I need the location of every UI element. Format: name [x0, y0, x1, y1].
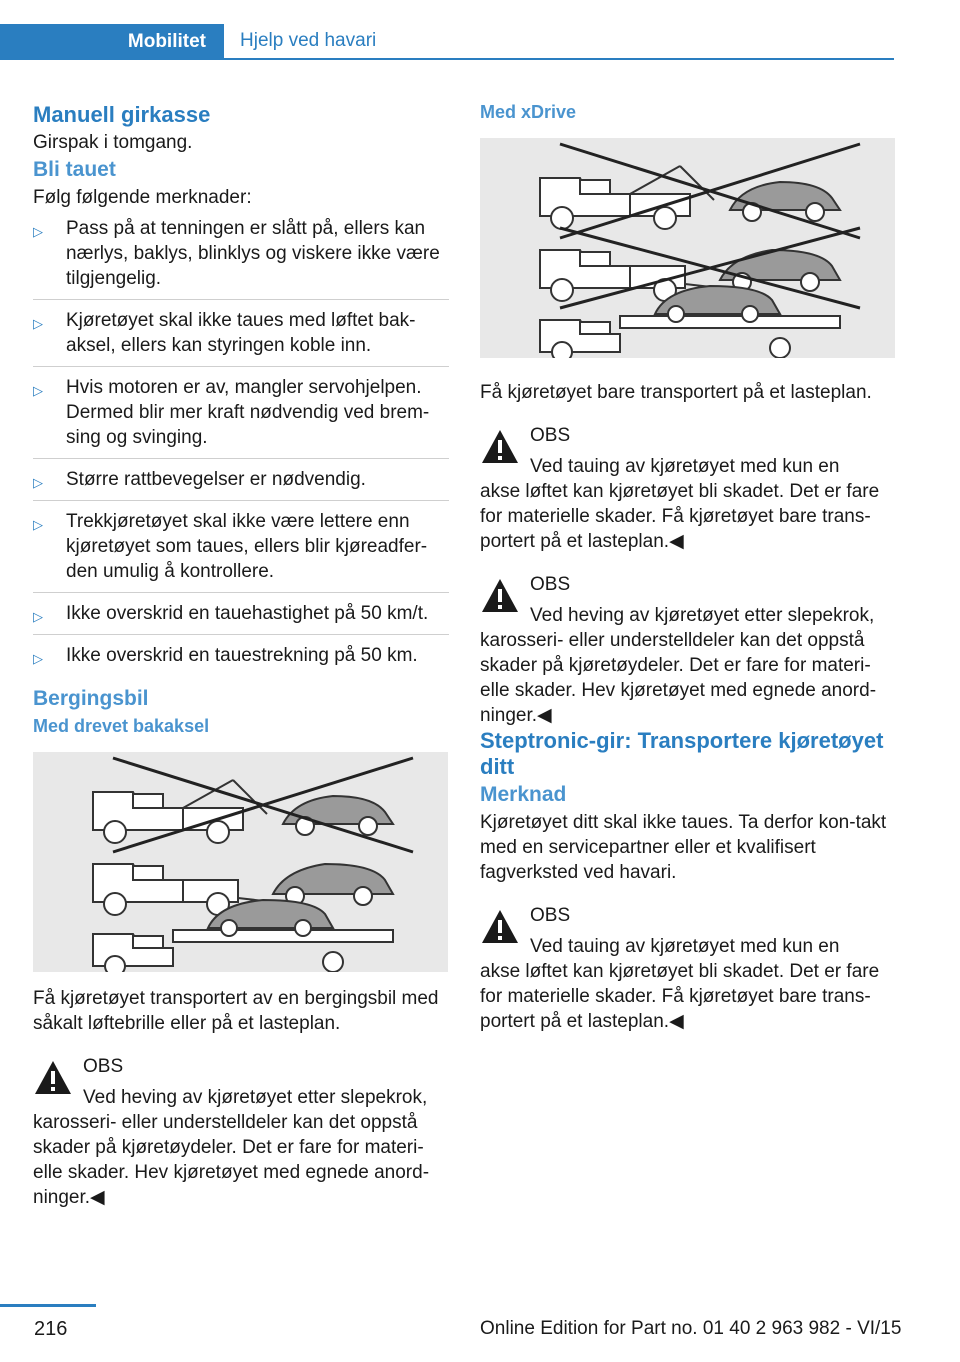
warning-triangle-icon — [480, 907, 520, 947]
warning-triangle-icon — [33, 1058, 73, 1098]
list-item — [33, 643, 449, 676]
text-transport-lasteplan: Få kjøretøyet bare transportert på et lasteplan. — [480, 382, 872, 403]
heading-med-drevet-bakaksel: Med drevet bakaksel — [33, 716, 210, 736]
right-column — [480, 100, 896, 1034]
footer-rule — [0, 1304, 96, 1307]
list-item — [33, 375, 449, 459]
warning-notice — [480, 572, 896, 728]
left-column — [33, 100, 449, 1210]
text-transport-bergingsbil: Få kjøretøyet transportert av en bergingsbil med såkalt løftebrille eller på et lasteplan. — [33, 988, 439, 1034]
page-number: 216 — [34, 1318, 68, 1340]
text-girspak: Girspak i tomgang. — [33, 132, 193, 153]
warning-text: karosseri- eller understelldeler kan det oppstå skader på kjøretøydeler. Det er fare for materi-elle skader. Hev kjøretøyet med egnede anord-ninger.◀ — [480, 630, 877, 726]
triangle-bullet-icon: ▷ — [33, 651, 43, 666]
warning-notice — [33, 1054, 449, 1210]
tow-truck-illustration — [33, 752, 448, 972]
list-item — [33, 601, 449, 635]
triangle-bullet-icon: ▷ — [33, 224, 43, 239]
tow-notes-list — [33, 216, 449, 676]
list-item-text: Trekkjøretøyet skal ikke være lettere enn kjøretøyet som taues, ellers blir kjøreadfer-den umulig å kontrollere. — [66, 511, 428, 582]
header-tab-mobilitet: Mobilitet — [0, 24, 224, 60]
heading-manuell-girkasse: Manuell girkasse — [33, 102, 211, 127]
warning-first-line: Ved heving av kjøretøyet etter slepekrok, — [530, 605, 875, 626]
warning-title: OBS — [530, 425, 571, 446]
list-item-text: Ikke overskrid en tauehastighet på 50 km/t. — [66, 603, 429, 624]
heading-bli-tauet: Bli tauet — [33, 158, 116, 181]
warning-triangle-icon — [480, 427, 520, 467]
header-tab-hjelp-ved-havari: Hjelp ved havari — [224, 24, 894, 60]
list-item — [33, 308, 449, 367]
warning-title: OBS — [83, 1056, 124, 1077]
towing-illustration-rear-drive — [33, 752, 448, 972]
list-item-text: Hvis motoren er av, mangler servohjelpen. Dermed blir mer kraft nødvendig ved brem-sing og svinging. — [66, 377, 430, 448]
warning-title: OBS — [530, 574, 571, 595]
triangle-bullet-icon: ▷ — [33, 609, 43, 624]
warning-text: akse løftet kan kjøretøyet bli skadet. Det er fare for materielle skader. Få kjøretøyet bare trans-portert på et lasteplan.◀ — [480, 481, 880, 552]
edition-note: Online Edition for Part no. 01 40 2 963 982 - VI/15 — [480, 1318, 902, 1339]
heading-bergingsbil: Bergingsbil — [33, 687, 149, 710]
page-header — [0, 24, 894, 62]
text-folg-merknader: Følg følgende merknader: — [33, 187, 252, 208]
warning-text: karosseri- eller understelldeler kan det oppstå skader på kjøretøydeler. Det er fare for materi-elle skader. Hev kjøretøyet med egnede anord-ninger.◀ — [33, 1112, 430, 1208]
list-item-text: Kjøretøyet skal ikke taues med løftet bak-aksel, ellers kan styringen koble inn. — [66, 310, 416, 356]
warning-first-line: Ved tauing av kjøretøyet med kun en — [530, 456, 840, 477]
list-item-text: Ikke overskrid en tauestrekning på 50 km. — [66, 645, 418, 666]
triangle-bullet-icon: ▷ — [33, 383, 43, 398]
heading-steptronic: Steptronic-gir: Transportere kjøretøyet ditt — [480, 728, 884, 779]
heading-merknad: Merknad — [480, 783, 567, 806]
triangle-bullet-icon: ▷ — [33, 475, 43, 490]
warning-notice — [480, 423, 896, 554]
text-merknad: Kjøretøyet ditt skal ikke taues. Ta derfor kon-takt med en servicepartner eller et kvalifisert fagverksted ved havari. — [480, 812, 887, 883]
list-item — [33, 509, 449, 593]
list-item-text: Pass på at tenningen er slått på, ellers kan nærlys, baklys, blinklys og viskere ikke være tilgjengelig. — [66, 218, 440, 289]
warning-first-line: Ved heving av kjøretøyet etter slepekrok, — [83, 1087, 428, 1108]
warning-title: OBS — [530, 905, 571, 926]
warning-first-line: Ved tauing av kjøretøyet med kun en — [530, 936, 840, 957]
warning-text: akse løftet kan kjøretøyet bli skadet. Det er fare for materielle skader. Få kjøretøyet bare trans-portert på et lasteplan.◀ — [480, 961, 880, 1032]
triangle-bullet-icon: ▷ — [33, 517, 43, 532]
heading-med-xdrive: Med xDrive — [480, 102, 577, 122]
towing-illustration-xdrive — [480, 138, 895, 358]
list-item — [33, 216, 449, 300]
list-item — [33, 467, 449, 501]
list-item-text: Større rattbevegelser er nødvendig. — [66, 469, 366, 490]
warning-triangle-icon — [480, 576, 520, 616]
tow-truck-illustration — [480, 138, 895, 358]
warning-notice — [480, 903, 896, 1034]
triangle-bullet-icon: ▷ — [33, 316, 43, 331]
